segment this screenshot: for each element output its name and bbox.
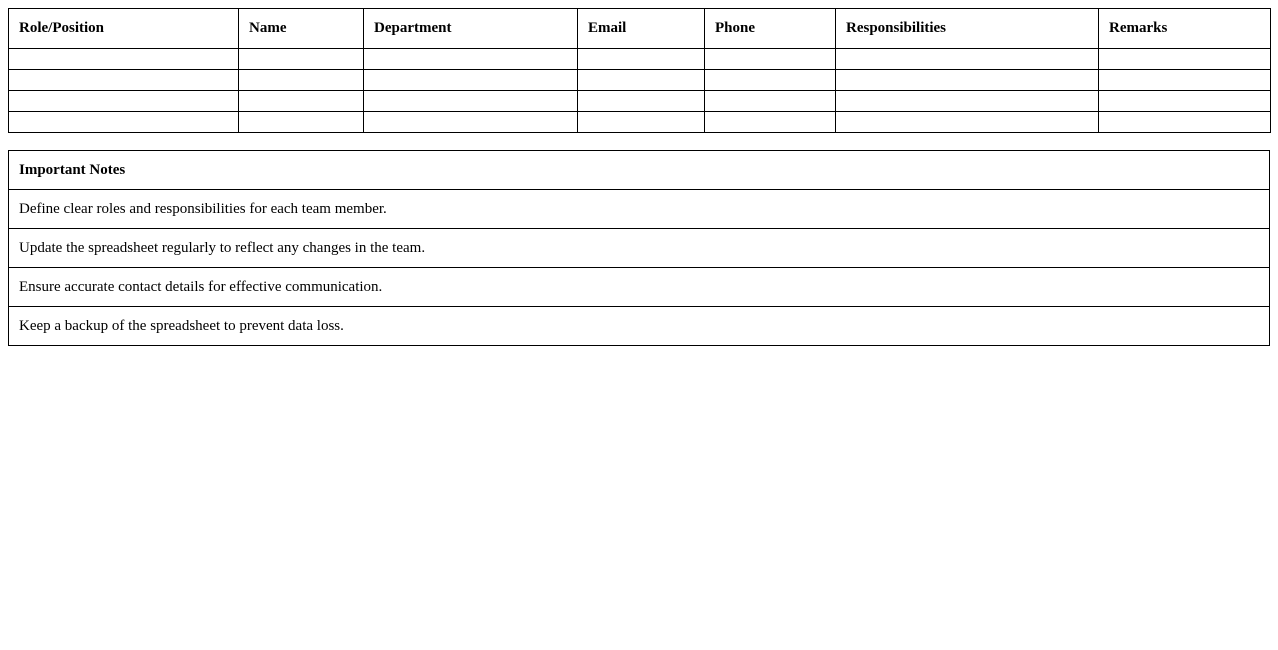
table-cell[interactable] [364, 70, 578, 91]
table-cell[interactable] [1099, 91, 1271, 112]
table-cell[interactable] [705, 70, 836, 91]
table-cell[interactable] [239, 91, 364, 112]
table-row [9, 49, 1271, 70]
table-cell[interactable] [705, 49, 836, 70]
header-name: Name [239, 9, 364, 49]
header-email: Email [578, 9, 705, 49]
table-cell[interactable] [578, 112, 705, 133]
table-cell[interactable] [364, 112, 578, 133]
table-cell[interactable] [705, 91, 836, 112]
header-remarks: Remarks [1099, 9, 1271, 49]
table-cell[interactable] [364, 91, 578, 112]
notes-title: Important Notes [9, 151, 1270, 190]
table-cell[interactable] [578, 49, 705, 70]
table-row [9, 91, 1271, 112]
header-responsibilities: Responsibilities [836, 9, 1099, 49]
table-cell[interactable] [364, 49, 578, 70]
table-cell[interactable] [705, 112, 836, 133]
note-item: Ensure accurate contact details for effective communication. [9, 268, 1270, 307]
table-cell[interactable] [239, 49, 364, 70]
table-cell[interactable] [1099, 70, 1271, 91]
table-cell[interactable] [836, 91, 1099, 112]
table-cell[interactable] [578, 91, 705, 112]
note-item: Update the spreadsheet regularly to reflect any changes in the team. [9, 229, 1270, 268]
table-cell[interactable] [1099, 49, 1271, 70]
table-cell[interactable] [9, 70, 239, 91]
note-row [9, 190, 1270, 229]
header-department: Department [364, 9, 578, 49]
header-role-position: Role/Position [9, 9, 239, 49]
note-item: Define clear roles and responsibilities for each team member. [9, 190, 1270, 229]
table-cell[interactable] [836, 112, 1099, 133]
table-row [9, 70, 1271, 91]
table-cell[interactable] [578, 70, 705, 91]
table-cell[interactable] [239, 70, 364, 91]
note-row [9, 307, 1270, 346]
table-cell[interactable] [9, 49, 239, 70]
table-row [9, 112, 1271, 133]
notes-header-row [9, 151, 1270, 190]
table-cell[interactable] [239, 112, 364, 133]
note-item: Keep a backup of the spreadsheet to prevent data loss. [9, 307, 1270, 346]
table-cell[interactable] [836, 70, 1099, 91]
note-row [9, 268, 1270, 307]
table-cell[interactable] [9, 112, 239, 133]
table-cell[interactable] [9, 91, 239, 112]
table-cell[interactable] [836, 49, 1099, 70]
notes-table [8, 150, 1270, 346]
team-table [8, 8, 1271, 133]
table-cell[interactable] [1099, 112, 1271, 133]
header-row [9, 9, 1271, 49]
note-row [9, 229, 1270, 268]
header-phone: Phone [705, 9, 836, 49]
